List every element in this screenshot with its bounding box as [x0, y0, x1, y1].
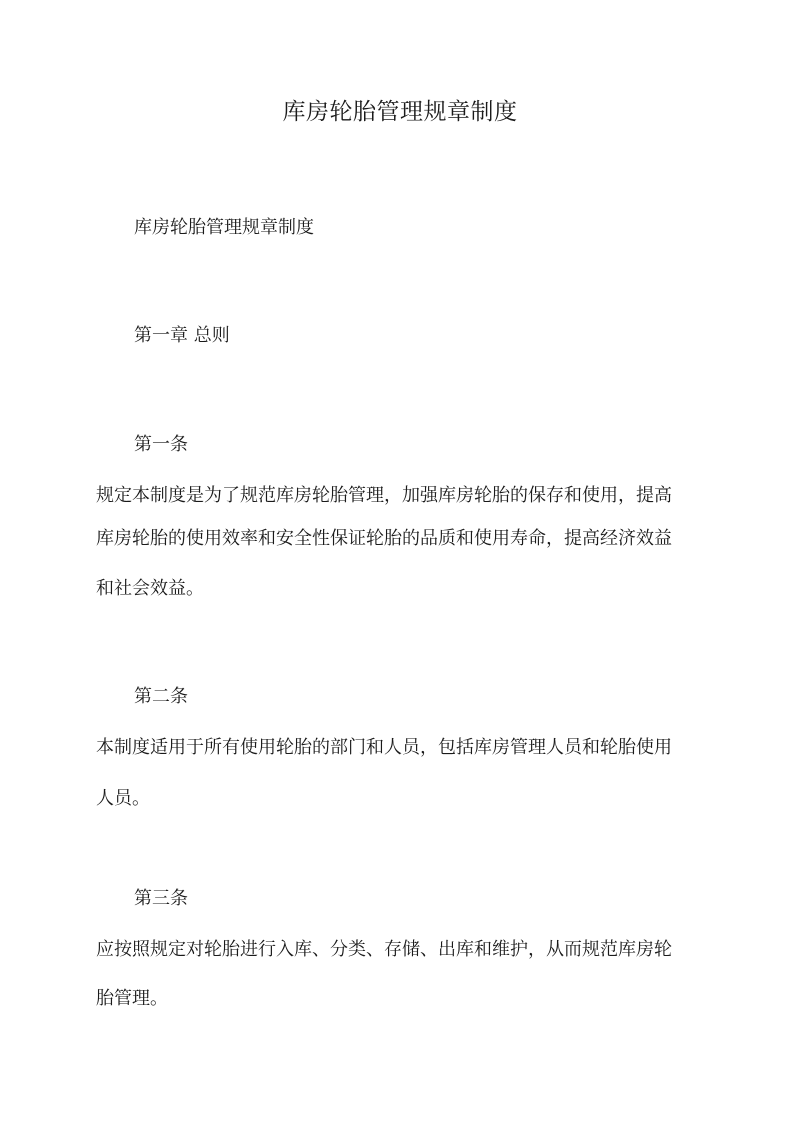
article-1-line-3: 和社会效益。 — [96, 578, 204, 599]
document-subtitle: 库房轮胎管理规章制度 — [134, 217, 314, 238]
article-1-line-2: 库房轮胎的使用效率和安全性保证轮胎的品质和使用寿命，提高经济效益 — [96, 528, 672, 549]
article-2-heading: 第二条 — [134, 686, 188, 707]
article-1-line-1: 规定本制度是为了规范库房轮胎管理，加强库房轮胎的保存和使用，提高 — [96, 485, 672, 506]
chapter-heading: 第一章 总则 — [134, 325, 230, 346]
article-2-line-1: 本制度适用于所有使用轮胎的部门和人员，包括库房管理人员和轮胎使用 — [96, 737, 672, 758]
article-1-heading: 第一条 — [134, 434, 188, 455]
article-3-line-1: 应按照规定对轮胎进行入库、分类、存储、出库和维护，从而规范库房轮 — [96, 939, 672, 960]
article-2-line-2: 人员。 — [96, 788, 150, 809]
document-title: 库房轮胎管理规章制度 — [282, 99, 518, 125]
article-3-heading: 第三条 — [134, 888, 188, 909]
article-3-line-2: 胎管理。 — [96, 988, 168, 1009]
